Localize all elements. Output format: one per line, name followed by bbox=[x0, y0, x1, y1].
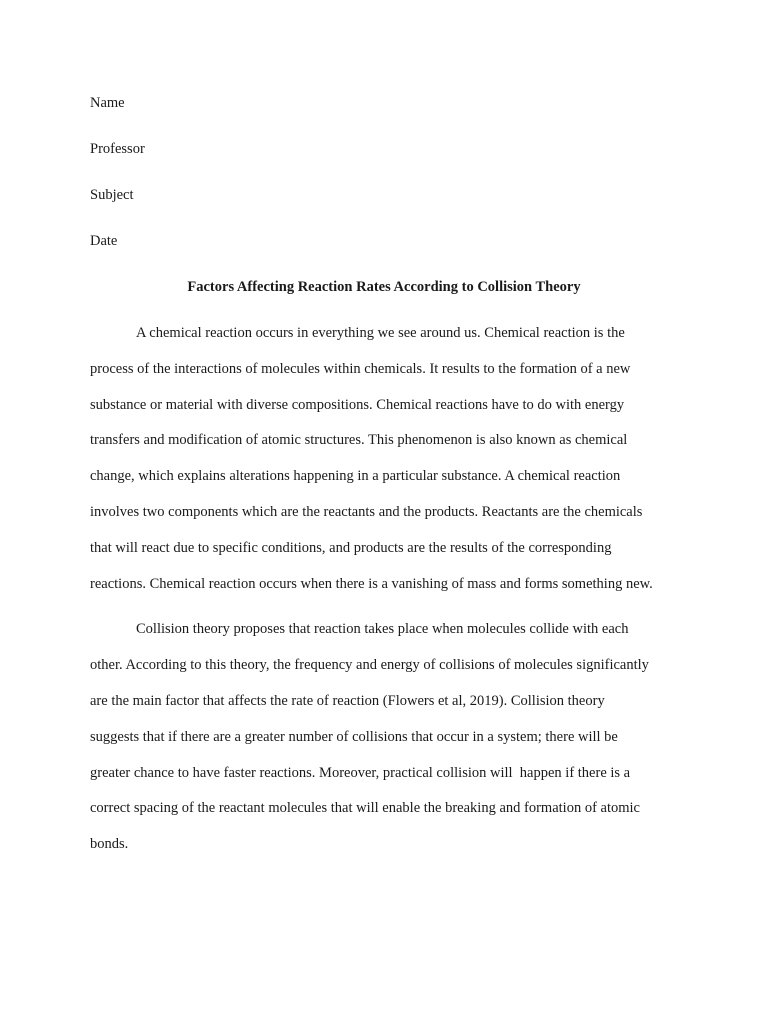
paragraph-2-line-7: bonds. bbox=[90, 836, 129, 852]
header-professor: Professor bbox=[90, 141, 145, 157]
paragraph-1-line-6: involves two components which are the reactants and the products. Reactants are the chemicals bbox=[90, 504, 643, 520]
paragraph-2-line-4: suggests that if there are a greater number of collisions that occur in a system; there will be bbox=[90, 729, 618, 745]
header-name: Name bbox=[90, 95, 125, 111]
paragraph-1-line-8: reactions. Chemical reaction occurs when there is a vanishing of mass and forms something new. bbox=[90, 576, 653, 592]
paragraph-1-line-2: process of the interactions of molecules within chemicals. It results to the formation of a new bbox=[90, 361, 631, 377]
paragraph-2-line-2: other. According to this theory, the frequency and energy of collisions of molecules significantly bbox=[90, 657, 649, 673]
paragraph-2-line-6: correct spacing of the reactant molecules that will enable the breaking and formation of atomic bbox=[90, 800, 640, 816]
paragraph-1-line-1: A chemical reaction occurs in everything we see around us. Chemical reaction is the bbox=[136, 325, 625, 341]
paragraph-2-line-3: are the main factor that affects the rate of reaction (Flowers et al, 2019). Collision theory bbox=[90, 693, 605, 709]
paragraph-1-line-5: change, which explains alterations happening in a particular substance. A chemical reaction bbox=[90, 468, 621, 484]
paragraph-2-line-5: greater chance to have faster reactions. Moreover, practical collision will happen if there is a bbox=[90, 765, 631, 781]
paragraph-1-line-7: that will react due to specific conditions, and products are the results of the corresponding bbox=[90, 540, 612, 556]
header-subject: Subject bbox=[90, 187, 134, 203]
paragraph-1-line-3: substance or material with diverse compositions. Chemical reactions have to do with energy bbox=[90, 397, 625, 413]
header-date: Date bbox=[90, 233, 118, 249]
document-title: Factors Affecting Reaction Rates According to Collision Theory bbox=[187, 279, 581, 295]
paragraph-1-line-4: transfers and modification of atomic structures. This phenomenon is also known as chemical bbox=[90, 432, 628, 448]
paragraph-2-line-1: Collision theory proposes that reaction takes place when molecules collide with each bbox=[136, 621, 629, 637]
